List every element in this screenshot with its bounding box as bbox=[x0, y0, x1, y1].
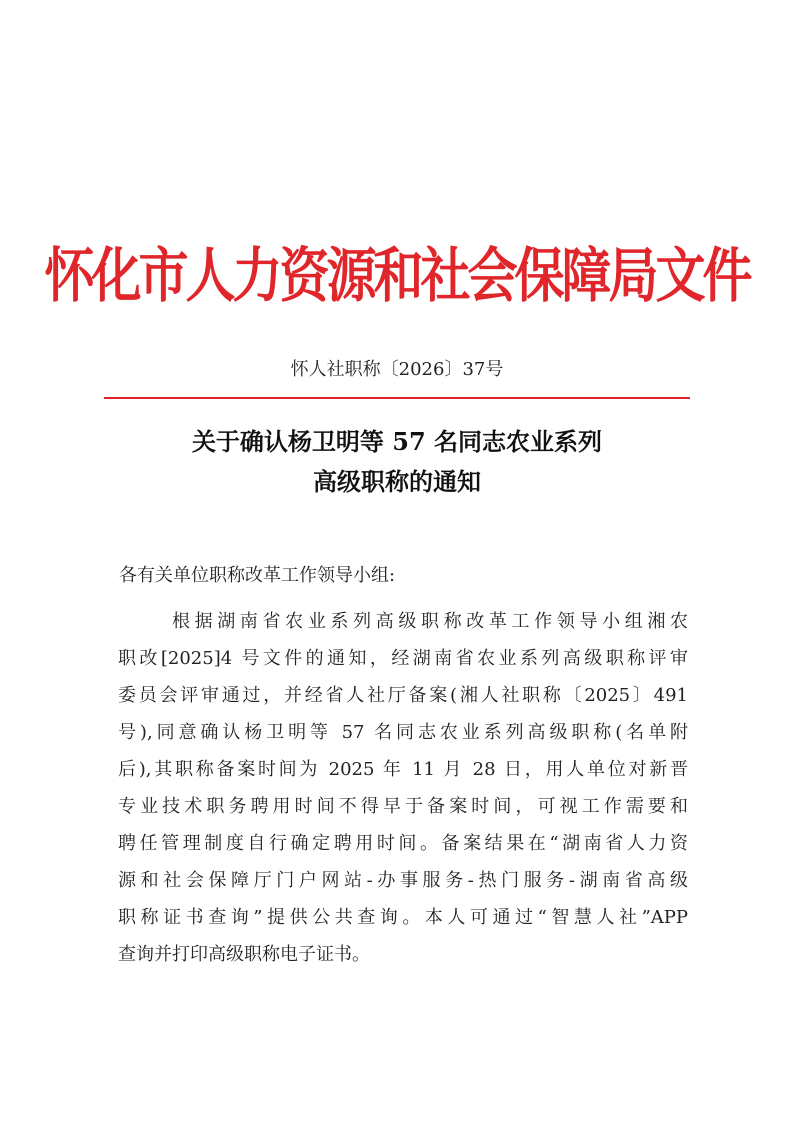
body-line: 查询并打印高级职称电子证书。 bbox=[118, 944, 370, 965]
body-line: 职改[2025]4 号文件的通知，经湖南省农业系列高级职称评审 bbox=[118, 648, 688, 669]
document-number: 怀人社职称〔2026〕37号 bbox=[290, 359, 504, 380]
body-line: 专业技术职务聘用时间不得早于备案时间，可视工作需要和 bbox=[118, 796, 688, 817]
body-line: 聘任管理制度自行确定聘用时间。备案结果在“湖南省人力资 bbox=[118, 833, 688, 854]
body-line: 号),同意确认杨卫明等 57 名同志农业系列高级职称(名单附 bbox=[118, 722, 688, 743]
body-paragraph bbox=[118, 603, 688, 973]
body-line: 委员会评审通过，并经省人社厅备案(湘人社职称〔2025〕491 bbox=[118, 685, 688, 706]
body-line: 职称证书查询”提供公共查询。本人可通过“智慧人社”APP bbox=[118, 907, 688, 928]
salutation: 各有关单位职称改革工作领导小组: bbox=[119, 565, 396, 586]
body-line: 后),其职称备案时间为 2025 年 11 月 28 日，用人单位对新晋 bbox=[118, 759, 688, 780]
red-divider-rule bbox=[104, 397, 690, 399]
notice-title-line-2: 高级职称的通知 bbox=[313, 467, 481, 496]
notice-title-line-1: 关于确认杨卫明等 57 名同志农业系列 bbox=[191, 427, 603, 456]
body-line: 根据湖南省农业系列高级职称改革工作领导小组湘农 bbox=[172, 611, 688, 632]
notice-title bbox=[0, 422, 794, 502]
body-line: 源和社会保障厅门户网站-办事服务-热门服务-湖南省高级 bbox=[118, 870, 688, 891]
issuer-title: 怀化市人力资源和社会保障局文件 bbox=[44, 240, 750, 311]
